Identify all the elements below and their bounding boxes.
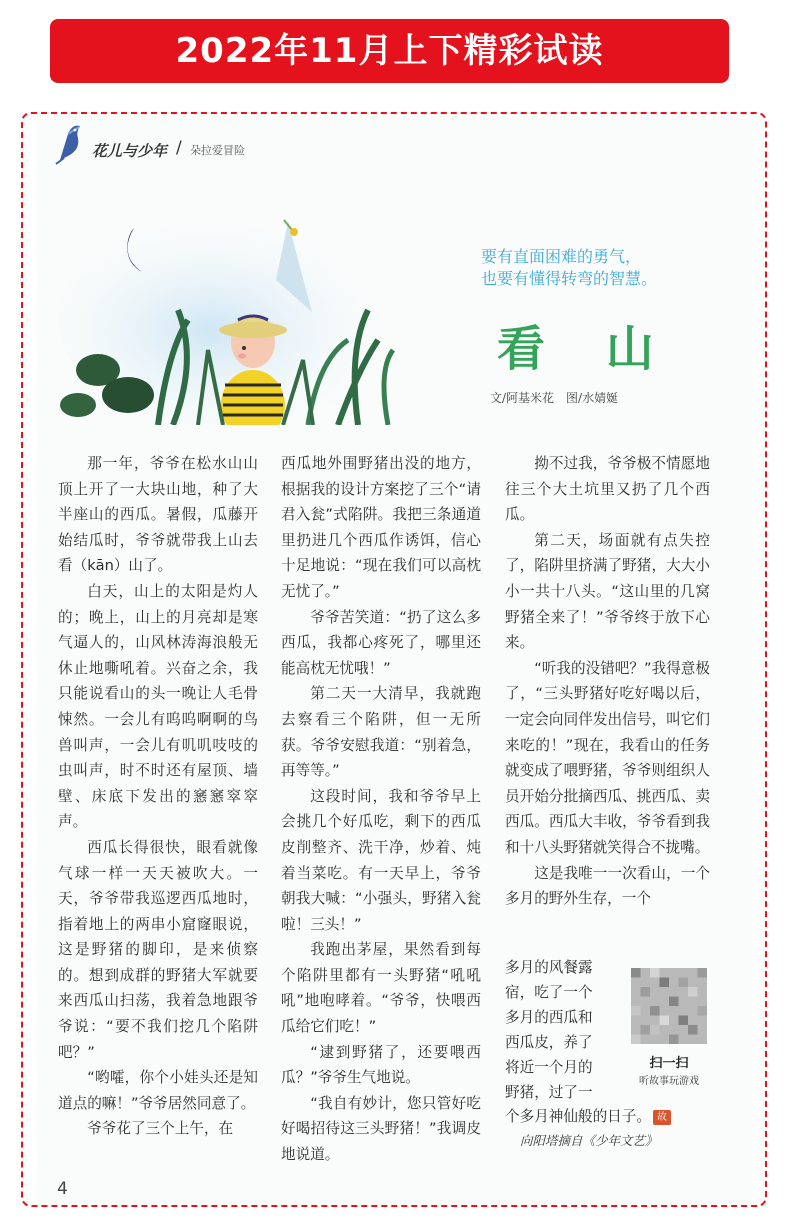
paragraph: 那一年，爷爷在松水山山顶上开了一大块山地，种了大半座山的西瓜。暑假，瓜藤开始结瓜时，爷爷就带我上山去看（kān）山了。 bbox=[58, 455, 258, 575]
text-column-2 bbox=[281, 451, 481, 1168]
text-line: 野猪，过了一 bbox=[505, 1084, 593, 1101]
paragraph: 拗不过我，爷爷极不情愿地往三个大土坑里又扔了几个西瓜。 bbox=[505, 455, 710, 524]
end-seal-icon: 故 bbox=[653, 1110, 671, 1125]
article-source: 向阳塔摘自《少年文艺》 bbox=[520, 1133, 658, 1148]
text-line-final bbox=[505, 1104, 715, 1130]
paragraph: 第二天一大清早，我就跑去察看三个陷阱，但一无所获。爷爷安慰我道：“别着急，再等等。” bbox=[281, 685, 481, 780]
magazine-name: 花儿与少年 bbox=[92, 142, 168, 160]
article-byline: 文/阿基米花 图/水婧娫 bbox=[490, 391, 619, 405]
qr-sublabel: 听故事玩游戏 bbox=[639, 1076, 699, 1087]
text-line: 将近一个月的 bbox=[505, 1059, 593, 1076]
article-tagline bbox=[481, 246, 657, 290]
paragraph: “我自有妙计，您只管好吃好喝招待这三头野猪！”我调皮地说道。 bbox=[281, 1094, 481, 1164]
paragraph: 这段时间，我和爷爷早上会挑几个好瓜吃，剩下的西瓜皮削整齐、洗干净，炒着、炖着当菜吃。有一天早上，爷爷朝我大喊：“小强头，野猪入瓮啦！三头！” bbox=[281, 787, 481, 933]
paragraph: “逮到野猪了，还要喂西瓜？”爷爷生气地说。 bbox=[281, 1043, 481, 1087]
tagline-line: 也要有懂得转弯的智慧。 bbox=[481, 269, 658, 288]
qr-label: 扫一扫 bbox=[649, 1056, 689, 1071]
text-line: 多月的西瓜和 bbox=[505, 1009, 593, 1026]
page-number: 4 bbox=[57, 1179, 68, 1199]
article-title: 看 山 bbox=[497, 321, 676, 377]
text-column-1 bbox=[58, 451, 258, 1142]
qr-code-icon[interactable] bbox=[631, 968, 707, 1044]
text-line: 多月的风餐露 bbox=[505, 959, 593, 976]
section-name: 朵拉爱冒险 bbox=[190, 144, 245, 157]
paragraph: “听我的没错吧？”我得意极了，“三头野猪好吃好喝以后，一定会向同伴发出信号，叫它们来吃的！”现在，我看山的任务就变成了喂野猪，爷爷则组织人员开始分批摘西瓜、挑西瓜、卖西瓜。西瓜大丰收，爷爷看到我和十八头野猪就笑得合不拢嘴。 bbox=[505, 659, 710, 856]
text-line: 宿，吃了一个 bbox=[505, 984, 593, 1001]
paragraph: “哟嚯，你个小娃头还是知道点的嘛！”爷爷居然同意了。 bbox=[58, 1069, 258, 1112]
paragraph: 爷爷苦笑道：“扔了这么多西瓜，我都心疼死了，哪里还能高枕无忧哦！” bbox=[281, 608, 481, 677]
paragraph: 西瓜长得很快，眼看就像气球一样一天天被吹大。一天，爷爷带我巡逻西瓜地时，指着地上的两串小窟窿眼说，这是野猪的脚印，是来侦察的。想到成群的野猪大军就要来西瓜山扫荡，我着急地跟爷爷说：“要不我们挖几个陷阱吧？” bbox=[58, 838, 258, 1061]
paragraph: 我跑出茅屋，果然看到每个陷阱里都有一头野猪“吼吼吼”地咆哮着。“爷爷，快喂西瓜给它们吃！” bbox=[281, 941, 481, 1036]
bird-icon bbox=[52, 120, 88, 166]
qr-block bbox=[629, 968, 709, 1087]
text-column-3 bbox=[505, 451, 710, 912]
paragraph: 这是我唯一一次看山，一个多月的野外生存，一个 bbox=[505, 864, 710, 908]
page-header bbox=[52, 120, 312, 170]
paragraph: 爷爷花了三个上午，在 bbox=[87, 1120, 234, 1138]
text-line: 西瓜皮，养了 bbox=[505, 1034, 593, 1051]
boy-in-wilderness-illustration bbox=[58, 200, 398, 425]
paragraph: 西瓜地外围野猪出没的地方，根据我的设计方案挖了三个“请君入瓮”式陷阱。我把三条通道里扔进几个西瓜作诱饵，信心十足地说：“现在我们可以高枕无忧了。” bbox=[281, 455, 481, 600]
header-divider: / bbox=[176, 138, 182, 158]
paragraph: 第二天，场面就有点失控了，陷阱里挤满了野猪，大大小小一共十八头。“这山里的几窝野猪全来了！”爷爷终于放下心来。 bbox=[505, 531, 710, 652]
paragraph: 白天，山上的太阳是灼人的；晚上，山上的月亮却是寒气逼人的，山风林涛海浪般无休止地嘶吼着。兴奋之余，我只能说看山的头一晚让人毛骨悚然。一会儿有呜呜啊啊的鸟兽叫声，一会儿有叽叽吱吱的虫叫声，时不时还有屋顶、墙壁、床底下发出的窸窸窣窣声。 bbox=[58, 582, 258, 831]
banner-title: 2022年11月上下精彩试读 bbox=[50, 19, 729, 83]
final-text: 个多月神仙般的日子。 bbox=[505, 1108, 651, 1125]
tagline-line: 要有直面困难的勇气， bbox=[481, 247, 642, 266]
